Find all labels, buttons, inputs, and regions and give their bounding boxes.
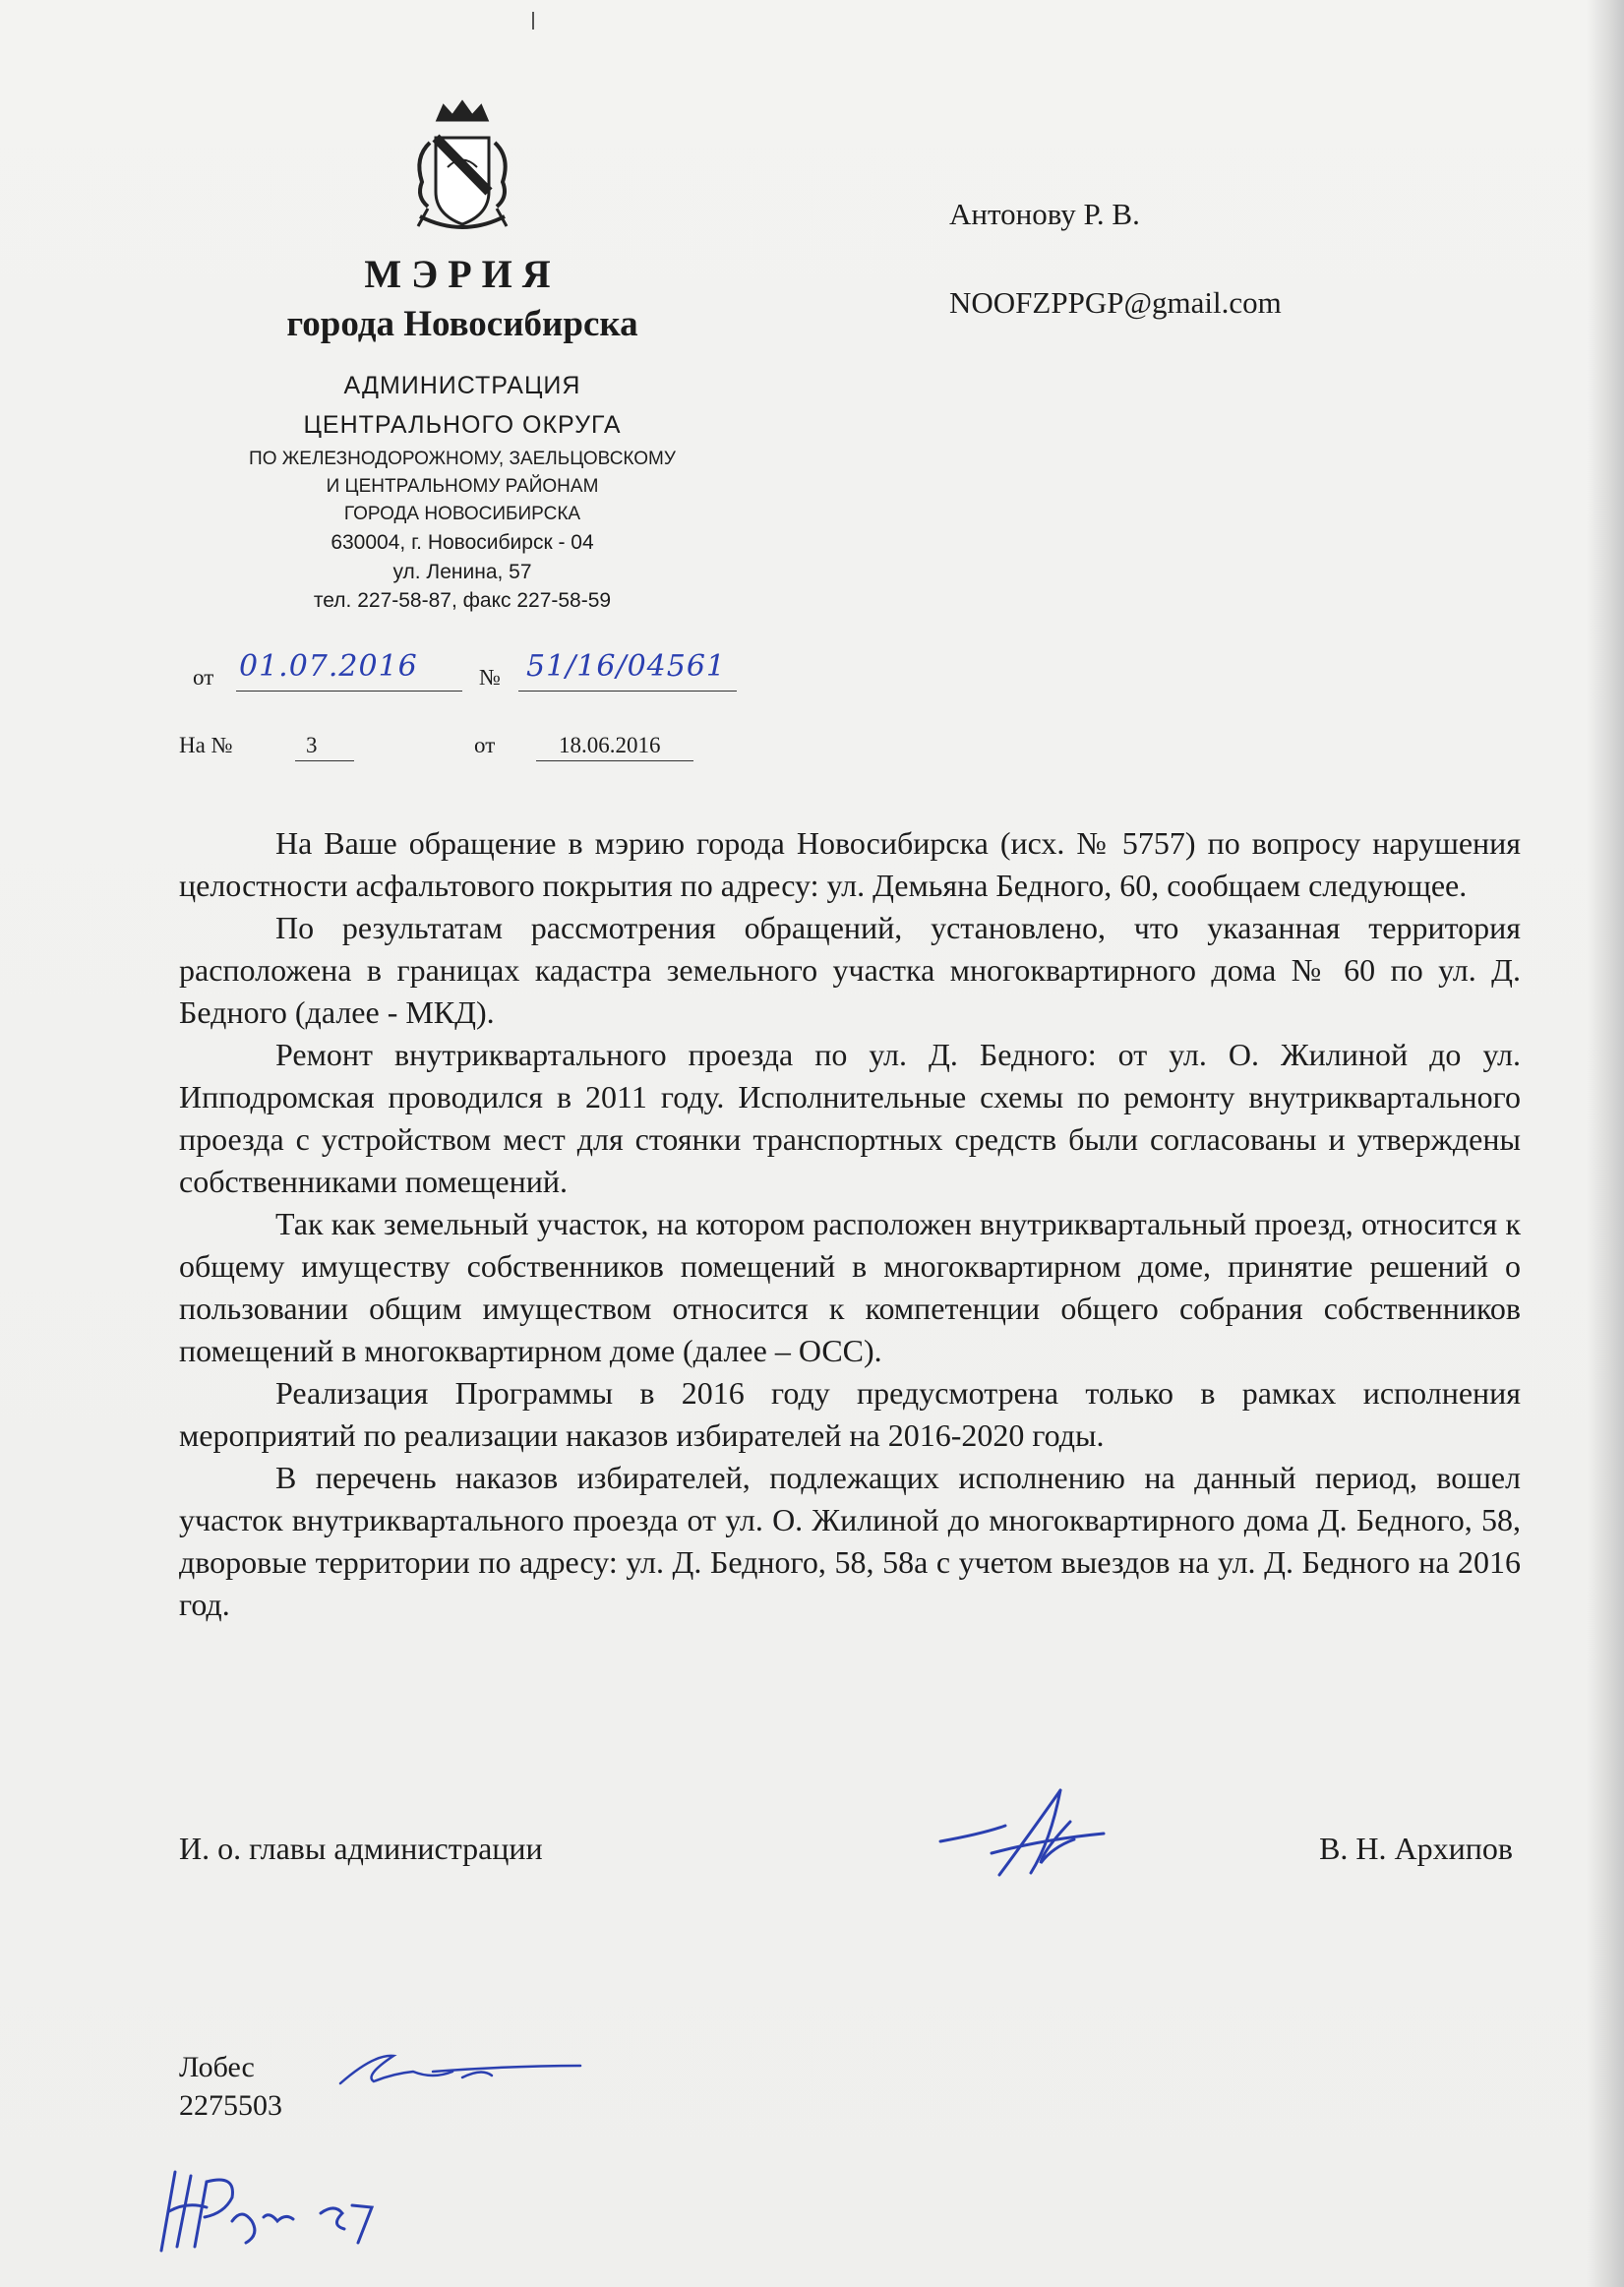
executor-initials-signature xyxy=(334,2046,590,2095)
administration-line: И ЦЕНТРАЛЬНОМУ РАЙОНАМ xyxy=(326,476,599,497)
reply-date: 18.06.2016 xyxy=(559,733,661,757)
reply-number: 3 xyxy=(306,733,318,757)
reply-from-label: от xyxy=(474,733,496,757)
outgoing-number-handwritten: 51/16/04561 xyxy=(526,649,726,684)
addressee-email: NOOFZPPGP@gmail.com xyxy=(949,285,1282,320)
body-paragraph: На Ваше обращение в мэрию города Новосибирска (исх. № 5757) по вопросу нарушения целостности асфальтового покрытия по адресу: ул. Демьяна Бедного, 60, сообщаем следующее. xyxy=(179,825,1521,903)
executor-phone: 2275503 xyxy=(179,2089,282,2122)
administration-line: АДМИНИСТРАЦИЯ xyxy=(343,372,581,399)
body-paragraph: Ремонт внутриквартального проезда по ул. Д. Бедного: от ул. О. Жилиной до ул. Ипподромская проводился в 2011 году. Исполнительные схемы по ремонту внутриквартального проезда с устройством мест для стоянки транспортных средств были согласованы и утверждены собственниками помещений. xyxy=(179,1037,1521,1199)
body-paragraph: Так как земельный участок, на котором расположен внутриквартальный проезд, относится к общему имуществу собственников помещений в многоквартирном доме, принятие решений о пользовании общим имуществом относится к компетенции общего собрания собственников помещений в многоквартирном доме (далее – ОСС). xyxy=(179,1206,1521,1368)
administration-line: ЦЕНТРАЛЬНОГО ОКРУГА xyxy=(303,411,622,439)
handwritten-note xyxy=(148,2152,393,2260)
from-label: от xyxy=(193,665,214,690)
org-city: города Новосибирска xyxy=(286,304,638,344)
reply-number-underline xyxy=(295,760,354,761)
number-underline xyxy=(518,691,737,692)
body-paragraph: По результатам рассмотрения обращений, установлено, что указанная территория расположена в границах кадастра земельного участка многоквартирного дома № 60 по ул. Д. Бедного (далее - МКД). xyxy=(179,910,1521,1030)
administration-line: ПО ЖЕЛЕЗНОДОРОЖНОМУ, ЗАЕЛЬЦОВСКОМУ xyxy=(249,449,676,469)
coat-of-arms-emblem xyxy=(408,98,516,246)
administration-line: ГОРОДА НОВОСИБИРСКА xyxy=(343,504,581,524)
number-label: № xyxy=(479,665,501,690)
scan-edge-shadow xyxy=(1587,0,1624,2287)
handwritten-signature xyxy=(934,1782,1116,1891)
body-paragraph: Реализация Программы в 2016 году предусмотрена только в рамках исполнения мероприятий по реализации наказов избирателей на 2016-2020 годы. xyxy=(179,1375,1521,1453)
org-title: МЭРИЯ xyxy=(364,252,561,296)
addressee-name: Антонову Р. В. xyxy=(949,197,1140,231)
reply-number-label: На № xyxy=(179,733,233,757)
reply-date-underline xyxy=(536,760,693,761)
executor-name: Лобес xyxy=(179,2051,255,2083)
outgoing-date-handwritten: 01.07.2016 xyxy=(239,649,418,684)
signatory-position: И. о. главы администрации xyxy=(179,1831,543,1866)
signatory-name: В. Н. Архипов xyxy=(1319,1831,1513,1866)
body-paragraph: В перечень наказов избирателей, подлежащих исполнению на данный период, вошел участок внутриквартального проезда от ул. О. Жилиной до многоквартирного дома Д. Бедного, 58, дворовые территории по адресу: ул. Д. Бедного, 58, 58а с учетом выездов на ул. Д. Бедного на 2016 год. xyxy=(179,1460,1521,1622)
street-address: ул. Ленина, 57 xyxy=(392,561,532,583)
date-underline xyxy=(236,691,462,692)
postal-address: 630004, г. Новосибирск - 04 xyxy=(331,531,594,554)
phone-fax: тел. 227-58-87, факс 227-58-59 xyxy=(313,589,612,612)
scan-mark xyxy=(532,12,534,30)
letter-body xyxy=(179,822,1521,1626)
